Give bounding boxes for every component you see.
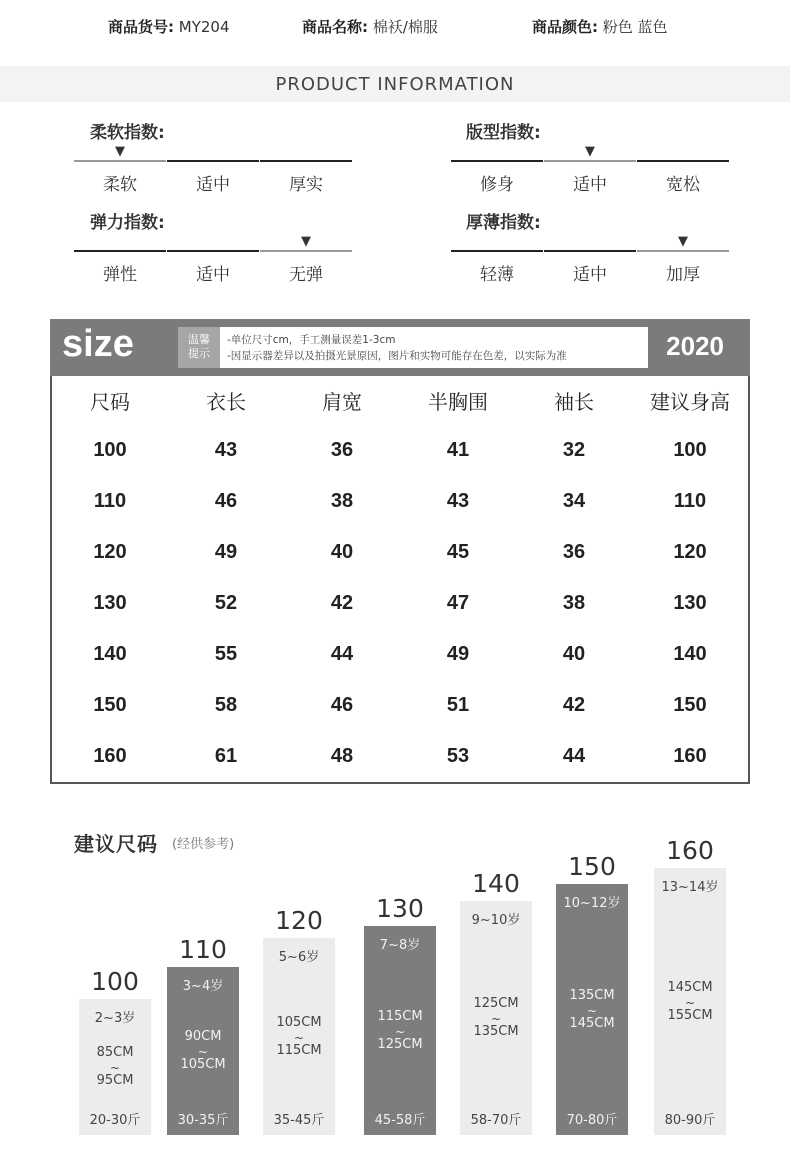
- scale-segment: [451, 160, 543, 162]
- fit-index-label: 版型指数:: [466, 123, 541, 143]
- table-cell: 32: [562, 439, 586, 461]
- scale-option: 适中: [196, 175, 230, 195]
- bar-size-label: 150: [568, 852, 616, 881]
- bar-height-max: 155CM: [667, 1007, 713, 1023]
- table-cell: 46: [214, 490, 238, 512]
- scale-option: 轻薄: [480, 265, 514, 285]
- bar-age: 3~4岁: [182, 979, 224, 994]
- table-cell: 46: [330, 694, 354, 716]
- table-cell: 44: [562, 745, 586, 767]
- bar-weight: 80-90斤: [664, 1113, 716, 1128]
- table-cell: 100: [93, 439, 127, 461]
- table-cell: 38: [330, 490, 354, 512]
- table-header-cell: 袖长: [554, 390, 594, 414]
- table-cell: 34: [562, 490, 586, 512]
- item-colors-value: 粉色 蓝色: [602, 18, 668, 36]
- bar-age: 2~3岁: [94, 1011, 136, 1026]
- scale-option: 弹性: [103, 265, 137, 285]
- scale-segment: [544, 160, 636, 162]
- table-cell: 49: [214, 541, 238, 563]
- bar-age: 9~10岁: [471, 913, 521, 928]
- product-information-title: PRODUCT INFORMATION: [0, 66, 790, 102]
- tip-line-2: -因显示器差异以及拍摄光景原因，图片和实物可能存在色差，以实际为准: [227, 350, 567, 362]
- recommendation-note: (经供参考): [172, 837, 235, 852]
- table-header-cell: 衣长: [206, 390, 246, 414]
- scale-segment: [74, 160, 166, 162]
- bar-weight: 30-35斤: [177, 1113, 229, 1128]
- tip-tag: [178, 327, 220, 368]
- bar-size-label: 160: [666, 836, 714, 865]
- scale-option: 适中: [573, 265, 607, 285]
- table-cell: 53: [446, 745, 470, 767]
- table-row: [52, 694, 748, 734]
- table-header-cell: 尺码: [90, 390, 130, 414]
- table-cell: 110: [673, 490, 707, 512]
- size-table: [50, 376, 750, 784]
- bar-height-max: 125CM: [377, 1036, 423, 1052]
- table-row: [52, 592, 748, 632]
- bar-height-min: 115CM: [377, 1008, 423, 1024]
- bar-height-max: 115CM: [276, 1042, 322, 1058]
- scale-segment: [260, 250, 352, 252]
- bar-size-label: 100: [91, 967, 139, 996]
- table-cell: 44: [330, 643, 354, 665]
- table-cell: 130: [673, 592, 707, 614]
- bar-size-label: 120: [275, 906, 323, 935]
- bar-age: 10~12岁: [563, 896, 621, 911]
- size-bar: [263, 938, 335, 1135]
- item-colors-label: 商品颜色:: [532, 18, 598, 36]
- table-cell: 49: [446, 643, 470, 665]
- table-cell: 130: [93, 592, 127, 614]
- table-cell: 150: [93, 694, 127, 716]
- table-header-row: [52, 386, 748, 426]
- scale-segment: [637, 160, 729, 162]
- elasticity-index-label: 弹力指数:: [90, 213, 165, 233]
- table-cell: 43: [214, 439, 238, 461]
- bar-size-label: 140: [472, 869, 520, 898]
- bar-height-min: 85CM: [96, 1045, 134, 1060]
- softness-scale: [74, 144, 352, 196]
- bar-height-tilde: ~: [684, 995, 696, 1010]
- table-cell: 40: [562, 643, 586, 665]
- scale-option: 柔软: [103, 175, 137, 195]
- table-cell: 42: [330, 592, 354, 614]
- scale-segment: [637, 250, 729, 252]
- bar-height-tilde: ~: [586, 1003, 598, 1018]
- bar-size-label: 110: [179, 935, 227, 964]
- table-row: [52, 439, 748, 479]
- bar-weight: 35-45斤: [273, 1113, 325, 1128]
- tip-tag-line-1: 温馨: [188, 333, 210, 346]
- table-cell: 120: [673, 541, 707, 563]
- scale-segment: [451, 250, 543, 252]
- recommendation-title: 建议尺码: [74, 832, 158, 856]
- table-row: [52, 541, 748, 581]
- table-cell: 120: [93, 541, 127, 563]
- softness-index-label: 柔软指数:: [90, 123, 165, 143]
- scale-option: 宽松: [666, 175, 700, 195]
- bar-height-max: 105CM: [180, 1057, 226, 1072]
- bar-weight: 20-30斤: [89, 1113, 141, 1128]
- tip-line-1: -单位尺寸cm，手工测量误差1-3cm: [227, 334, 396, 346]
- scale-option: 修身: [480, 175, 514, 195]
- bar-age: 5~6岁: [278, 950, 320, 965]
- item-number-value: MY204: [178, 18, 230, 36]
- bar-age: 13~14岁: [661, 880, 719, 895]
- scale-option: 无弹: [289, 265, 323, 285]
- bar-height-tilde: ~: [394, 1024, 406, 1039]
- bar-size-label: 130: [376, 894, 424, 923]
- table-row: [52, 745, 748, 785]
- size-bar: [654, 868, 726, 1135]
- table-cell: 51: [446, 694, 470, 716]
- table-cell: 61: [214, 745, 238, 767]
- bar-weight: 58-70斤: [470, 1113, 522, 1128]
- item-name-value: 棉袄/棉服: [372, 18, 438, 36]
- size-table-header: [50, 319, 750, 376]
- scale-option: 加厚: [666, 265, 700, 285]
- fit-scale: [451, 144, 729, 196]
- selected-marker-icon: ▼: [115, 144, 125, 159]
- bar-height-min: 135CM: [569, 987, 615, 1003]
- table-header-cell: 肩宽: [322, 390, 362, 414]
- table-cell: 40: [330, 541, 354, 563]
- table-cell: 36: [330, 439, 354, 461]
- bar-height-tilde: ~: [197, 1045, 209, 1059]
- table-cell: 55: [214, 643, 238, 665]
- item-name: [302, 16, 438, 37]
- bar-height-tilde: ~: [109, 1061, 121, 1075]
- table-cell: 43: [446, 490, 470, 512]
- scale-segment: [544, 250, 636, 252]
- bar-height-min: 125CM: [473, 996, 519, 1011]
- bar-height-max: 135CM: [473, 1024, 519, 1039]
- table-header-cell: 建议身高: [650, 390, 730, 414]
- table-cell: 100: [673, 439, 707, 461]
- item-colors: [532, 16, 668, 37]
- bar-height-max: 95CM: [96, 1073, 134, 1088]
- scale-segment: [74, 250, 166, 252]
- scale-option: 适中: [573, 175, 607, 195]
- scale-segment: [260, 160, 352, 162]
- table-cell: 45: [446, 541, 470, 563]
- scale-segment: [167, 160, 259, 162]
- selected-marker-icon: ▼: [678, 234, 688, 249]
- bar-height-tilde: ~: [490, 1012, 502, 1026]
- thickness-index-label: 厚薄指数:: [466, 213, 541, 233]
- size-title: size: [62, 323, 134, 365]
- table-cell: 140: [93, 643, 127, 665]
- tip-tag-line-2: 提示: [188, 347, 210, 360]
- scale-segment: [167, 250, 259, 252]
- table-cell: 48: [330, 745, 354, 767]
- bar-height-min: 145CM: [667, 979, 713, 995]
- size-bar: [460, 901, 532, 1135]
- bar-weight: 70-80斤: [566, 1113, 618, 1128]
- table-cell: 58: [214, 694, 238, 716]
- bar-weight: 45-58斤: [374, 1113, 426, 1128]
- size-bar: [364, 926, 436, 1135]
- table-cell: 38: [562, 592, 586, 614]
- table-cell: 52: [214, 592, 238, 614]
- year-label: 2020: [666, 331, 724, 361]
- table-row: [52, 643, 748, 683]
- table-cell: 110: [93, 490, 127, 512]
- bar-age: 7~8岁: [379, 938, 421, 953]
- table-cell: 160: [673, 745, 707, 767]
- table-cell: 140: [673, 643, 707, 665]
- elasticity-scale: [74, 234, 352, 286]
- scale-option: 适中: [196, 265, 230, 285]
- table-cell: 36: [562, 541, 586, 563]
- item-number-label: 商品货号:: [108, 18, 174, 36]
- table-cell: 160: [93, 745, 127, 767]
- table-cell: 42: [562, 694, 586, 716]
- thickness-scale: [451, 234, 729, 286]
- bar-height-tilde: ~: [293, 1030, 305, 1045]
- size-bar: [79, 999, 151, 1135]
- size-bar: [556, 884, 628, 1135]
- table-header-cell: 半胸围: [428, 390, 488, 414]
- table-cell: 41: [446, 439, 470, 461]
- table-cell: 47: [446, 592, 470, 614]
- scale-option: 厚实: [289, 175, 323, 195]
- bar-height-min: 105CM: [276, 1014, 322, 1030]
- table-cell: 150: [673, 694, 707, 716]
- bar-height-min: 90CM: [184, 1029, 222, 1044]
- item-name-label: 商品名称:: [302, 18, 368, 36]
- table-row: [52, 490, 748, 530]
- item-number: [108, 16, 230, 37]
- selected-marker-icon: ▼: [585, 144, 595, 159]
- size-bar: [167, 967, 239, 1135]
- selected-marker-icon: ▼: [301, 234, 311, 249]
- bar-height-max: 145CM: [569, 1015, 615, 1031]
- tip-box: [220, 327, 648, 368]
